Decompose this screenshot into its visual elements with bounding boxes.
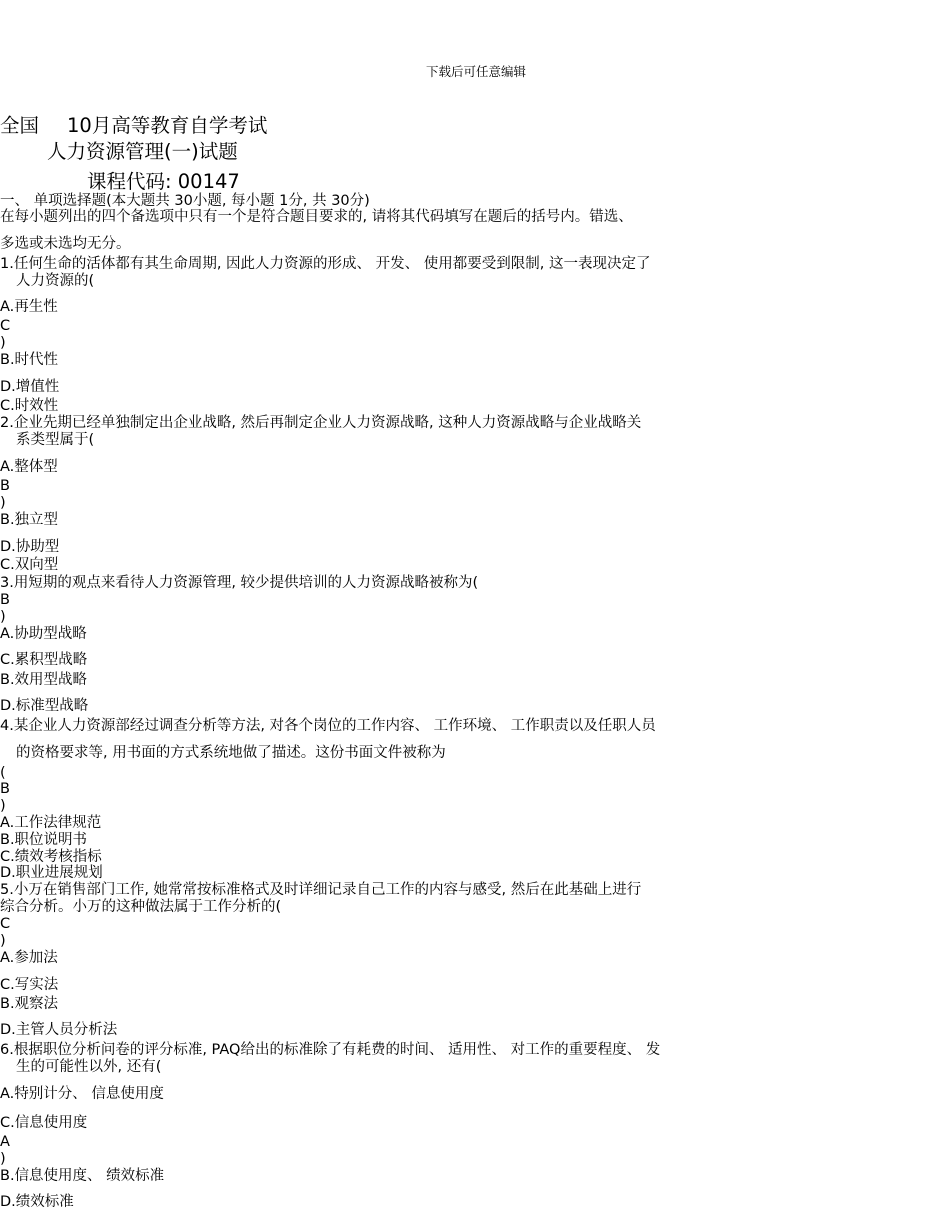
header-note: 下载后可任意编辑: [426, 64, 527, 79]
answer-key: B: [0, 592, 10, 608]
answer-key: A: [0, 1134, 10, 1150]
option-a: A.再生性: [0, 299, 58, 315]
question-stem: 5.小万在销售部门工作, 她常常按标准格式及时详细记录自己工作的内容与感受, 然后在此基础上进行: [0, 882, 642, 898]
option-c: C.双向型: [0, 557, 59, 573]
section-instruction: 在每小题列出的四个备选项中只有一个是符合题目要求的, 请将其代码填写在题后的括号内。错选、: [0, 209, 633, 225]
option-d: D.标准型战略: [0, 698, 89, 714]
question-stem: 的资格要求等, 用书面的方式系统地做了描述。这份书面文件被称为: [16, 745, 446, 761]
option-d: D.增值性: [0, 379, 60, 395]
answer-open-paren: (: [0, 765, 6, 781]
option-a: A.整体型: [0, 459, 58, 475]
answer-close-paren: ): [0, 609, 6, 625]
answer-key: B: [0, 478, 10, 494]
option-a: A.协助型战略: [0, 626, 87, 642]
option-b: B.独立型: [0, 512, 59, 528]
answer-close-paren: ): [0, 1151, 6, 1167]
question-stem: 6.根据职位分析问卷的评分标准, PAQ给出的标准除了有耗费的时间、 适用性、 对工作的重要程度、 发: [0, 1042, 661, 1058]
question-stem: 4.某企业人力资源部经过调查分析等方法, 对各个岗位的工作内容、 工作环境、 工作职责以及任职人员: [0, 718, 656, 734]
exam-subject: 人力资源管理(一)试题: [47, 140, 238, 163]
option-c: C.写实法: [0, 977, 59, 993]
option-a: A.工作法律规范: [0, 815, 102, 831]
exam-title-region: 全国: [0, 114, 40, 137]
option-c: C.绩效考核指标: [0, 849, 102, 865]
option-b: B.职位说明书: [0, 832, 88, 848]
option-d: D.职业进展规划: [0, 865, 103, 881]
option-a: A.特别计分、 信息使用度: [0, 1086, 164, 1102]
answer-close-paren: ): [0, 335, 6, 351]
option-b: B.效用型战略: [0, 672, 88, 688]
section-instruction: 多选或未选均无分。: [0, 236, 131, 252]
option-c: C.时效性: [0, 398, 59, 414]
question-stem: 生的可能性以外, 还有(: [16, 1059, 162, 1075]
answer-close-paren: ): [0, 933, 6, 949]
option-d: D.协助型: [0, 539, 60, 555]
answer-close-paren: ): [0, 495, 6, 511]
answer-key: C: [0, 318, 11, 334]
option-c: C.累积型战略: [0, 652, 88, 668]
option-b: B.观察法: [0, 996, 59, 1012]
section-heading: 一、 单项选择题(本大题共 30小题, 每小题 1分, 共 30分): [0, 193, 370, 209]
option-a: A.参加法: [0, 950, 58, 966]
course-code: 课程代码: 00147: [87, 170, 240, 193]
question-stem: 人力资源的(: [16, 273, 95, 289]
question-stem: 1.任何生命的活体都有其生命周期, 因此人力资源的形成、 开发、 使用都要受到限制, 这一表现决定了: [0, 256, 651, 272]
question-stem: 3.用短期的观点来看待人力资源管理, 较少提供培训的人力资源战略被称为(: [0, 575, 479, 591]
option-d: D.主管人员分析法: [0, 1022, 118, 1038]
answer-key: B: [0, 781, 10, 797]
question-stem: 综合分析。小万的这种做法属于工作分析的(: [0, 899, 282, 915]
option-b: B.时代性: [0, 352, 59, 368]
answer-key: C: [0, 916, 11, 932]
question-stem: 2.企业先期已经单独制定出企业战略, 然后再制定企业人力资源战略, 这种人力资源战略与企业战略关: [0, 415, 642, 431]
option-b: B.信息使用度、 绩效标准: [0, 1168, 165, 1184]
option-c: C.信息使用度: [0, 1115, 88, 1131]
question-stem: 系类型属于(: [16, 432, 95, 448]
answer-close-paren: ): [0, 798, 6, 814]
option-d: D.绩效标准: [0, 1194, 74, 1210]
exam-title-session: 10月高等教育自学考试: [67, 114, 268, 137]
